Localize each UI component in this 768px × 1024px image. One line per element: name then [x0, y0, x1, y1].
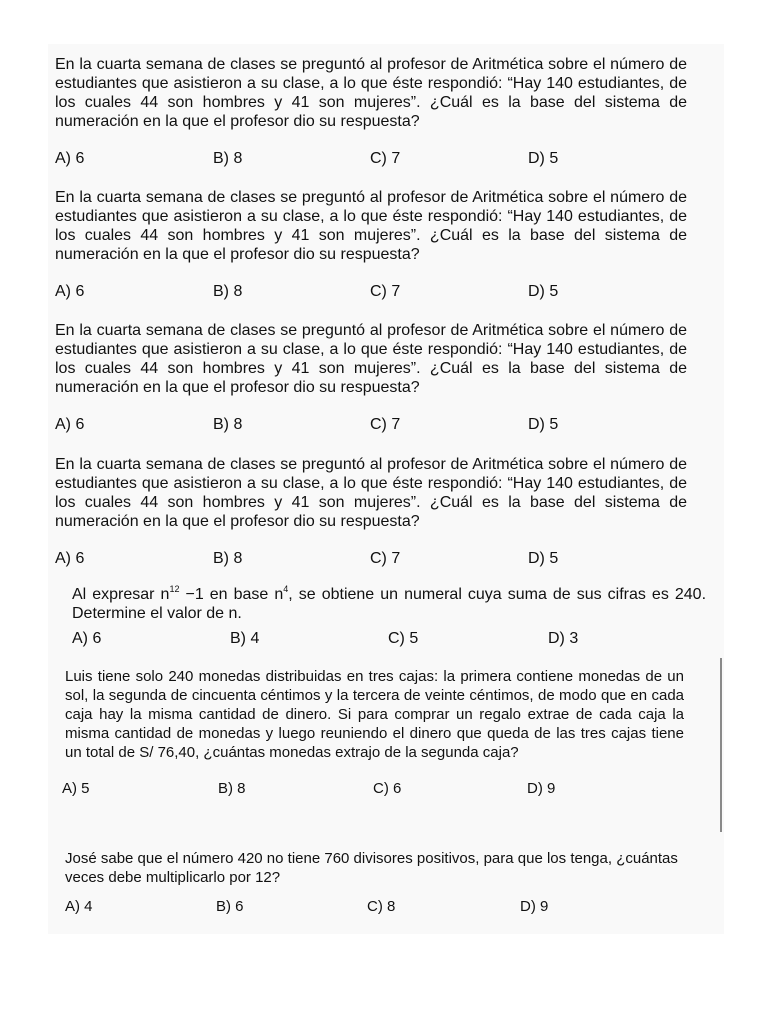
option-b: B) 8	[213, 416, 243, 433]
question-2-options	[55, 282, 687, 302]
option-a: A) 6	[55, 416, 85, 433]
option-a: A) 6	[55, 550, 85, 567]
question-5-options	[72, 629, 706, 649]
option-c: C) 7	[370, 416, 401, 433]
option-d: D) 9	[527, 780, 556, 797]
question-3-options	[55, 415, 687, 435]
option-a: A) 6	[72, 630, 102, 647]
question-2	[55, 188, 687, 302]
option-b: B) 8	[218, 780, 246, 797]
option-a: A) 6	[55, 150, 85, 167]
question-3-text: En la cuarta semana de clases se preguntó al profesor de Aritmética sobre el número de estudiantes que asistieron a su clase, a lo que éste respondió: “Hay 140 estudiantes, de los cuales 44 son hombres y 41 son mujeres”. ¿Cuál es la base del sistema de numeración en la que el profesor dio su respuesta?	[55, 322, 687, 396]
question-7-options	[65, 897, 705, 917]
option-d: D) 3	[548, 630, 579, 647]
question-4-text: En la cuarta semana de clases se preguntó al profesor de Aritmética sobre el número de estudiantes que asistieron a su clase, a lo que éste respondió: “Hay 140 estudiantes, de los cuales 44 son hombres y 41 son mujeres”. ¿Cuál es la base del sistema de numeración en la que el profesor dio su respuesta?	[55, 456, 687, 530]
question-7	[65, 849, 705, 917]
question-6	[62, 667, 684, 799]
option-c: C) 6	[373, 780, 402, 797]
option-c: C) 7	[370, 150, 401, 167]
exponent-4: 4	[283, 584, 289, 594]
question-5-text	[72, 585, 706, 623]
question-5	[72, 585, 706, 649]
question-4-options	[55, 549, 687, 569]
question-7-text: José sabe que el número 420 no tiene 760 divisores positivos, para que los tenga, ¿cuántas veces debe multiplicarlo por 12?	[65, 850, 678, 886]
question-5-suffix: , se obtiene un numeral cuya suma de sus cifras es 240. Determine el valor de n.	[72, 586, 707, 622]
option-b: B) 4	[230, 630, 260, 647]
option-d: D) 5	[528, 150, 559, 167]
option-c: C) 7	[370, 550, 401, 567]
question-5-prefix: Al expresar n	[72, 586, 170, 603]
option-b: B) 6	[216, 898, 244, 915]
option-d: D) 5	[528, 283, 559, 300]
question-6-text: Luis tiene solo 240 monedas distribuidas en tres cajas: la primera contiene monedas de un sol, la segunda de cincuenta céntimos y la tercera de veinte céntimos, de modo que en cada caja hay la misma cantidad de dinero. Si para comprar un regalo extrae de cada caja la misma cantidad de monedas y luego reuniendo el dinero que queda de las tres cajas tiene un total de S/ 76,40, ¿cuántas monedas extrajo de la segunda caja?	[65, 668, 684, 761]
question-2-text: En la cuarta semana de clases se preguntó al profesor de Aritmética sobre el número de estudiantes que asistieron a su clase, a lo que éste respondió: “Hay 140 estudiantes, de los cuales 44 son hombres y 41 son mujeres”. ¿Cuál es la base del sistema de numeración en la que el profesor dio su respuesta?	[55, 189, 687, 263]
margin-line	[720, 658, 722, 832]
option-d: D) 5	[528, 550, 559, 567]
question-1	[55, 55, 687, 169]
option-b: B) 8	[213, 550, 243, 567]
option-b: B) 8	[213, 150, 243, 167]
option-a: A) 4	[65, 898, 93, 915]
option-d: D) 9	[520, 898, 549, 915]
question-5-mid: −1 en base n	[179, 586, 284, 603]
option-c: C) 8	[367, 898, 396, 915]
option-a: A) 6	[55, 283, 85, 300]
question-1-text: En la cuarta semana de clases se preguntó al profesor de Aritmética sobre el número de estudiantes que asistieron a su clase, a lo que éste respondió: “Hay 140 estudiantes, de los cuales 44 son hombres y 41 son mujeres”. ¿Cuál es la base del sistema de numeración en la que el profesor dio su respuesta?	[55, 56, 687, 130]
question-6-options	[62, 779, 684, 799]
question-1-options	[55, 149, 687, 169]
option-c: C) 5	[388, 630, 419, 647]
option-d: D) 5	[528, 416, 559, 433]
option-a: A) 5	[62, 780, 90, 797]
option-b: B) 8	[213, 283, 243, 300]
exponent-12: 12	[169, 584, 180, 594]
question-4	[55, 455, 687, 569]
question-3	[55, 321, 687, 435]
option-c: C) 7	[370, 283, 401, 300]
